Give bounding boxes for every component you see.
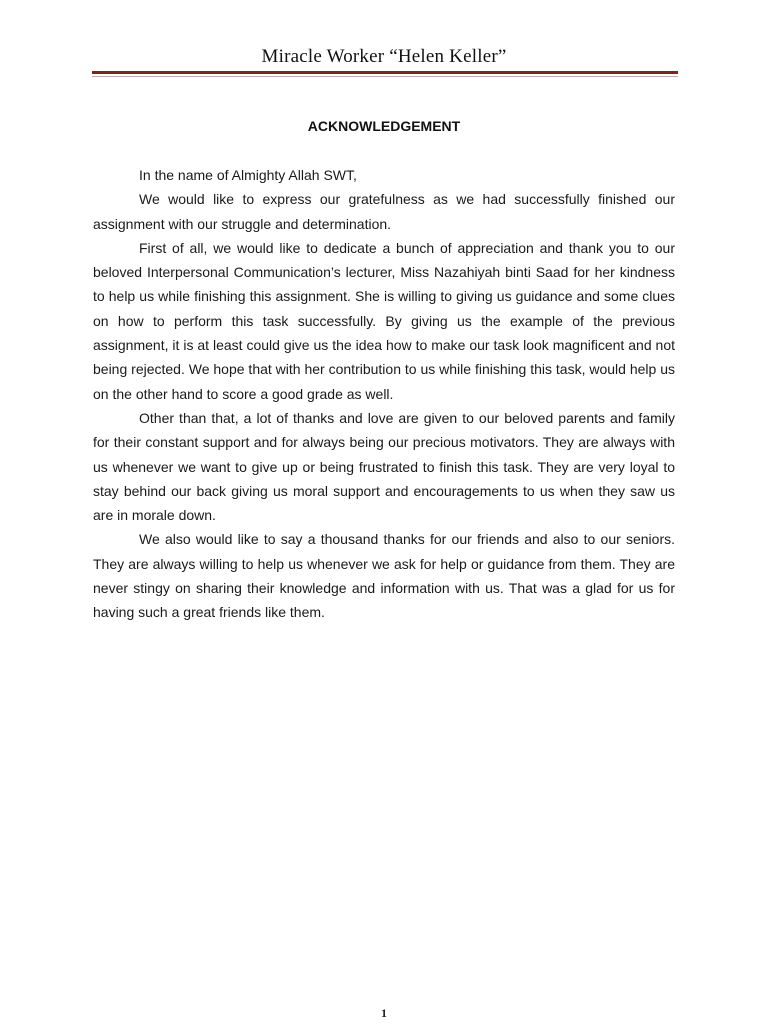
document-heading: ACKNOWLEDGEMENT xyxy=(307,118,461,134)
page-number: 1 xyxy=(381,1006,387,1020)
document-body xyxy=(93,163,675,625)
paragraph-friends: We also would like to say a thousand thanks for our friends and also to our seniors. They are always willing to help us whenever we ask for help or guidance from them. They are never stingy on sharing their knowledge and information with us. That was a glad for us for having such a great friends like them. xyxy=(93,531,675,621)
paragraph-salutation: In the name of Almighty Allah SWT, xyxy=(139,167,357,183)
header-rule-thin xyxy=(92,76,678,77)
paragraph-lecturer: First of all, we would like to dedicate a bunch of appreciation and thank you to our beloved Interpersonal Communication’s lecturer, Miss Nazahiyah binti Saad for her kindness to help us while finishing this assignment. She is willing to giving us guidance and some clues on how to perform this task successfully. By giving us the example of the previous assignment, it is at least could give us the idea how to make our task look magnificent and not being rejected. We hope that with her contribution to us while finishing this task, would help us on the other hand to score a good grade as well. xyxy=(93,239,675,402)
paragraph-family: Other than that, a lot of thanks and love are given to our beloved parents and family for their constant support and for always being our precious motivators. They are always with us whenever we want to give up or being frustrated to finish this task. They are very loyal to stay behind our back giving us moral support and encouragements to us when they saw us are in morale down. xyxy=(93,409,675,524)
header-rule xyxy=(92,71,678,74)
running-header-title: Miracle Worker “Helen Keller” xyxy=(261,46,507,67)
paragraph-gratefulness: We would like to express our gratefulness as we had successfully finished our assignment with our struggle and determination. xyxy=(93,191,675,232)
